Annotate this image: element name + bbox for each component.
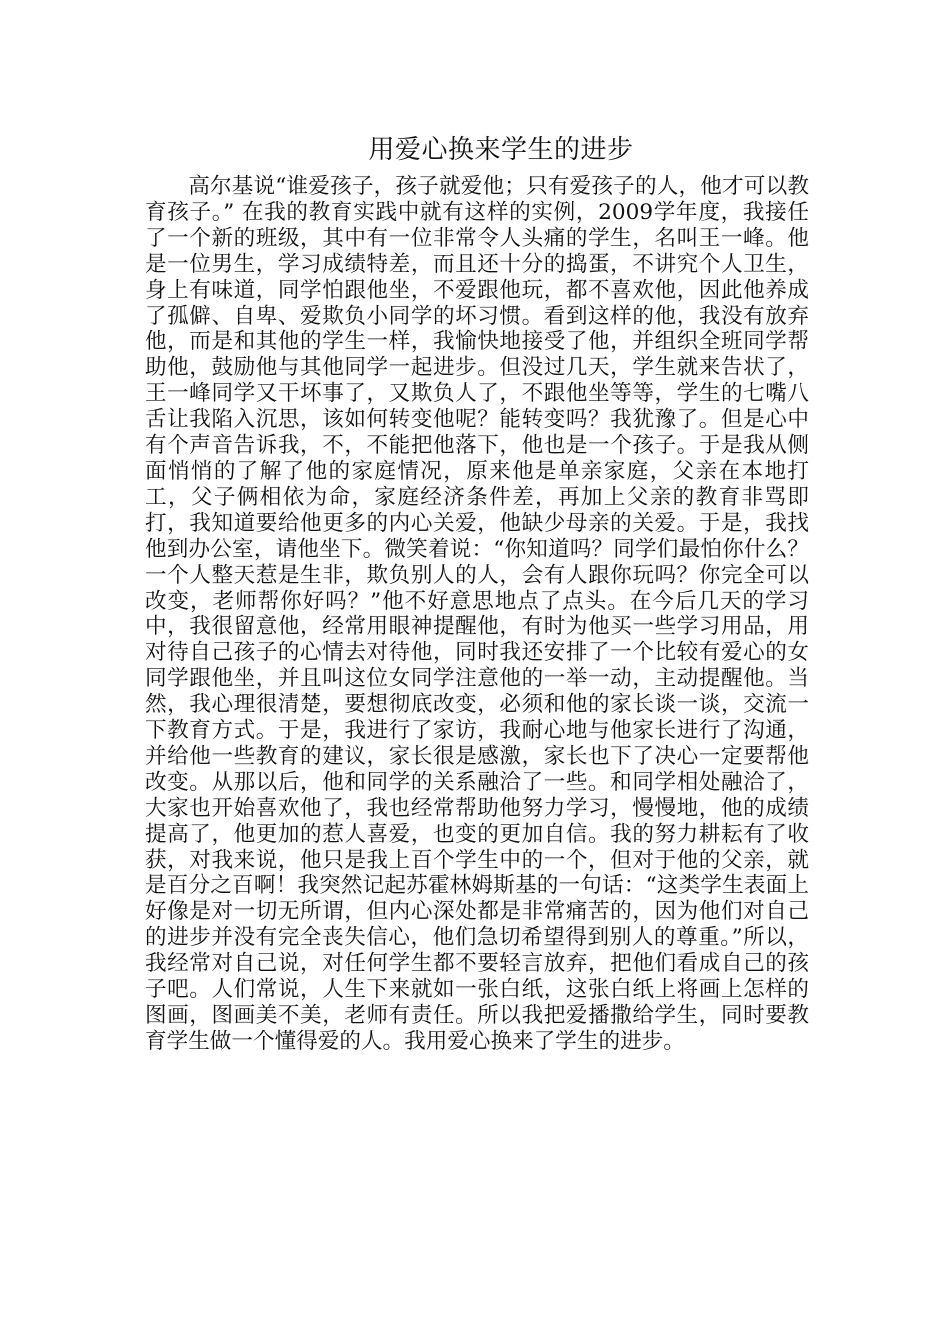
document-body-paragraph: 高尔基说“谁爱孩子，孩子就爱他；只有爱孩子的人，他才可以教育孩子。” 在我的教育实践中就有这样的实例，2009学年度，我接任了一个新的班级，其中有一位非常令人头痛的学生，名叫王一峰。他是一位男生，学习成绩特差，而且还十分的捣蛋，不讲究个人卫生，身上有味道，同学怕跟他坐，不爱跟他玩，都不喜欢他，因此他养成了孤僻、自卑、爱欺负小同学的坏习惯。看到这样的他，我没有放弃他，而是和其他的学生一样，我愉快地接受了他，并组织全班同学帮助他，鼓励他与其他同学一起进步。但没过几天，学生就来告状了，王一峰同学又干坏事了，又欺负人了，不跟他坐等等，学生的七嘴八舌让我陷入沉思，该如何转变他呢？能转变吗？我犹豫了。但是心中有个声音告诉我，不，不能把他落下，他也是一个孩子。于是我从侧面悄悄的了解了他的家庭情况，原来他是单亲家庭，父亲在本地打工，父子俩相依为命，家庭经济条件差，再加上父亲的教育非骂即打，我知道要给他更多的内心关爱，他缺少母亲的关爱。于是，我找他到办公室，请他坐下。微笑着说：“你知道吗？同学们最怕你什么？一个人整天惹是生非，欺负别人的人，会有人跟你玩吗？你完全可以改变，老师帮你好吗？”他不好意思地点了点头。在今后几天的学习中，我很留意他，经常用眼神提醒他，有时为他买一些学习用品，用对待自己孩子的心情去对待他，同时我还安排了一个比较有爱心的女同学跟他坐，并且叫这位女同学注意他的一举一动，主动提醒他。当然，我心理很清楚，要想彻底改变，必须和他的家长谈一谈，交流一下教育方式。于是，我进行了家访，我耐心地与他家长进行了沟通，并给他一些教育的建议，家长很是感激，家长也下了决心一定要帮他改变。从那以后，他和同学的关系融洽了一些。和同学相处融洽了，大家也开始喜欢他了，我也经常帮助他努力学习，慢慢地，他的成绩提高了，他更加的惹人喜爱，也变的更加自信。我的努力耕耘有了收获，对我来说，他只是我上百个学生中的一个，但对于他的父亲，就是百分之百啊！我突然记起苏霍林姆斯基的一句话：“这类学生表面上好像是对一切无所谓，但内心深处都是非常痛苦的，因为他们对自己的进步并没有完全丧失信心，他们急切希望得到别人的尊重。”所以，我经常对自己说，对任何学生都不要轻言放弃，把他们看成自己的孩子吧。人们常说，人生下来就如一张白纸，这张白纸上将画上怎样的图画，图画美不美，老师有责任。所以我把爱播撒给学生，同时要教育学生做一个懂得爱的人。我用爱心换来了学生的进步。 (145, 174, 809, 1054)
document-title: 用爱心换来学生的进步 (368, 135, 634, 165)
